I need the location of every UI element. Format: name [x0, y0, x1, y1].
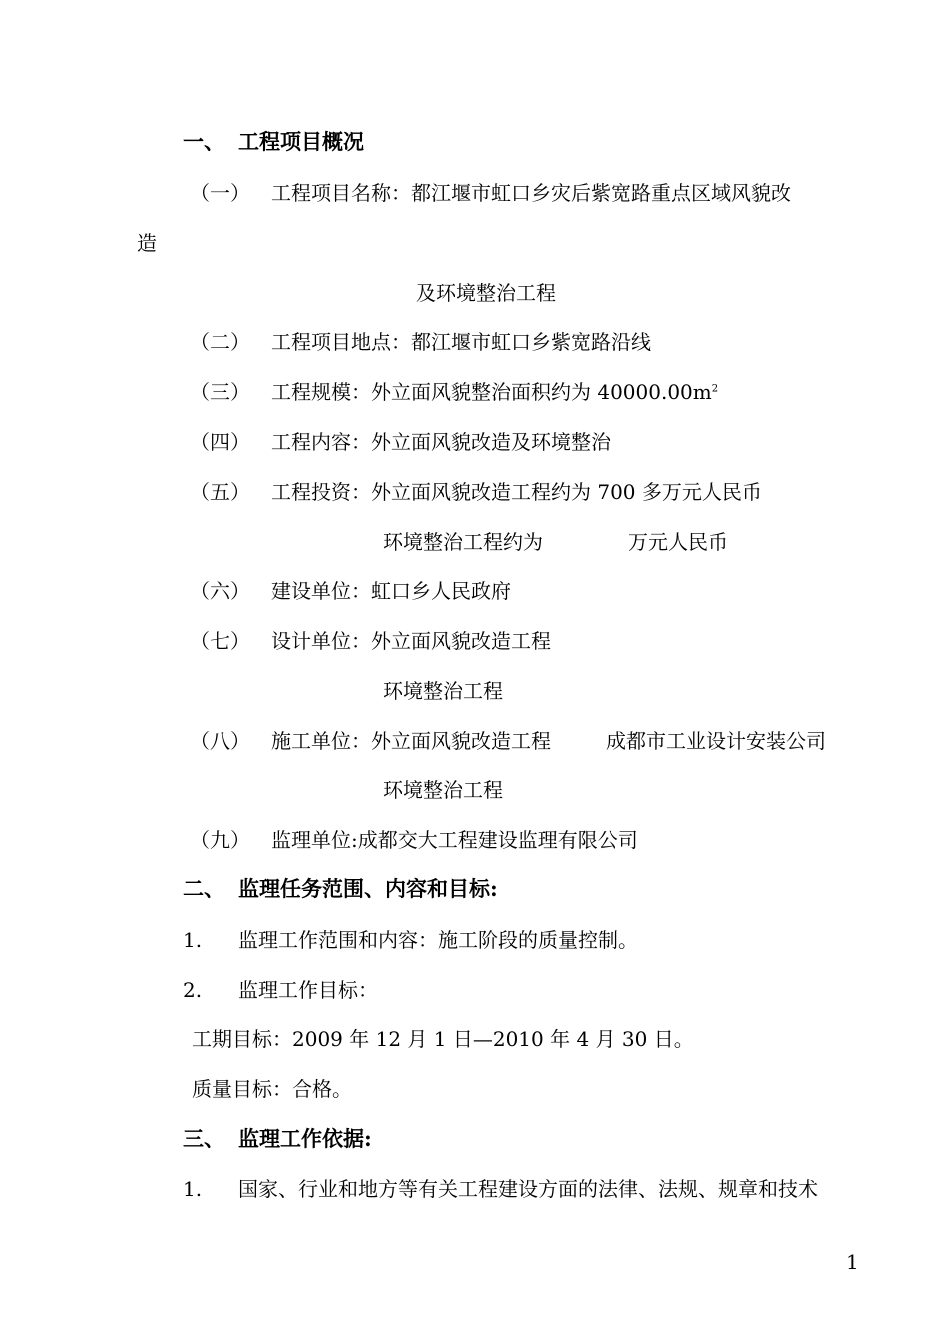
construction-unit	[271, 579, 511, 603]
field-label: 施工单位：	[271, 729, 371, 753]
field-label: 建设单位：	[271, 579, 371, 603]
investment-line2a: 环境整治工程约为	[383, 530, 543, 554]
section-1-number: 一、	[183, 129, 225, 154]
project-content	[271, 430, 611, 454]
project-name-line2: 及环境整治工程	[416, 281, 556, 305]
item-number: （二）	[190, 330, 250, 354]
section-2-title: 监理任务范围、内容和目标:	[238, 876, 498, 901]
field-value: 都江堰市虹口乡灾后紫宽路重点区域风貌改	[411, 181, 791, 205]
field-value: 都江堰市虹口乡紫宽路沿线	[411, 330, 651, 354]
list-item: 国家、行业和地方等有关工程建设方面的法律、法规、规章和技术	[238, 1177, 818, 1201]
supervision-unit	[271, 828, 638, 852]
field-value: 成都交大工程建设监理有限公司	[357, 828, 638, 852]
project-scale	[271, 380, 718, 404]
section-3-number: 三、	[183, 1126, 225, 1151]
project-location	[271, 330, 651, 354]
contractor-company: 成都市工业设计安装公司	[606, 729, 826, 753]
item-number: （八）	[190, 729, 250, 753]
field-label: 工程规模：	[271, 380, 371, 404]
field-value: 虹口乡人民政府	[371, 579, 511, 603]
section-1-title: 工程项目概况	[238, 129, 364, 154]
field-value: 外立面风貌整治面积约为 40000.00m	[371, 380, 712, 404]
item-number: （五）	[190, 480, 250, 504]
page-number: 1	[846, 1250, 859, 1274]
design-unit-line2: 环境整治工程	[383, 679, 503, 703]
item-number: （一）	[190, 181, 250, 205]
section-2-number: 二、	[183, 876, 225, 901]
wrapped-text: 造	[137, 231, 157, 255]
list-number: 1.	[183, 1177, 203, 1201]
list-number: 1.	[183, 928, 203, 952]
project-name	[271, 181, 791, 205]
contractor-unit	[271, 729, 551, 753]
contractor-line2: 环境整治工程	[383, 778, 503, 802]
field-label: 工程项目名称：	[271, 181, 411, 205]
design-unit	[271, 629, 551, 653]
list-item: 监理工作目标：	[238, 978, 378, 1002]
field-label: 工程投资：	[271, 480, 371, 504]
project-investment	[271, 480, 762, 504]
field-label: 工程内容：	[271, 430, 371, 454]
investment-line2b: 万元人民币	[628, 530, 728, 554]
list-number: 2.	[183, 978, 203, 1002]
field-label: 监理单位:	[271, 828, 358, 852]
field-value: 外立面风貌改造工程约为 700 多万元人民币	[371, 480, 762, 504]
item-number: （九）	[190, 828, 250, 852]
superscript: 2	[711, 383, 719, 395]
schedule-target: 工期目标：2009 年 12 月 1 日—2010 年 4 月 30 日。	[192, 1027, 694, 1051]
field-value: 外立面风貌改造工程	[371, 729, 551, 753]
section-3-title: 监理工作依据:	[238, 1126, 372, 1151]
field-label: 工程项目地点：	[271, 330, 411, 354]
item-number: （七）	[190, 629, 250, 653]
field-label: 设计单位：	[271, 629, 371, 653]
item-number: （三）	[190, 380, 250, 404]
quality-target: 质量目标：合格。	[192, 1077, 352, 1101]
item-number: （六）	[190, 579, 250, 603]
field-value: 外立面风貌改造及环境整治	[371, 430, 611, 454]
item-number: （四）	[190, 430, 250, 454]
list-item: 监理工作范围和内容：施工阶段的质量控制。	[238, 928, 638, 952]
field-value: 外立面风貌改造工程	[371, 629, 551, 653]
